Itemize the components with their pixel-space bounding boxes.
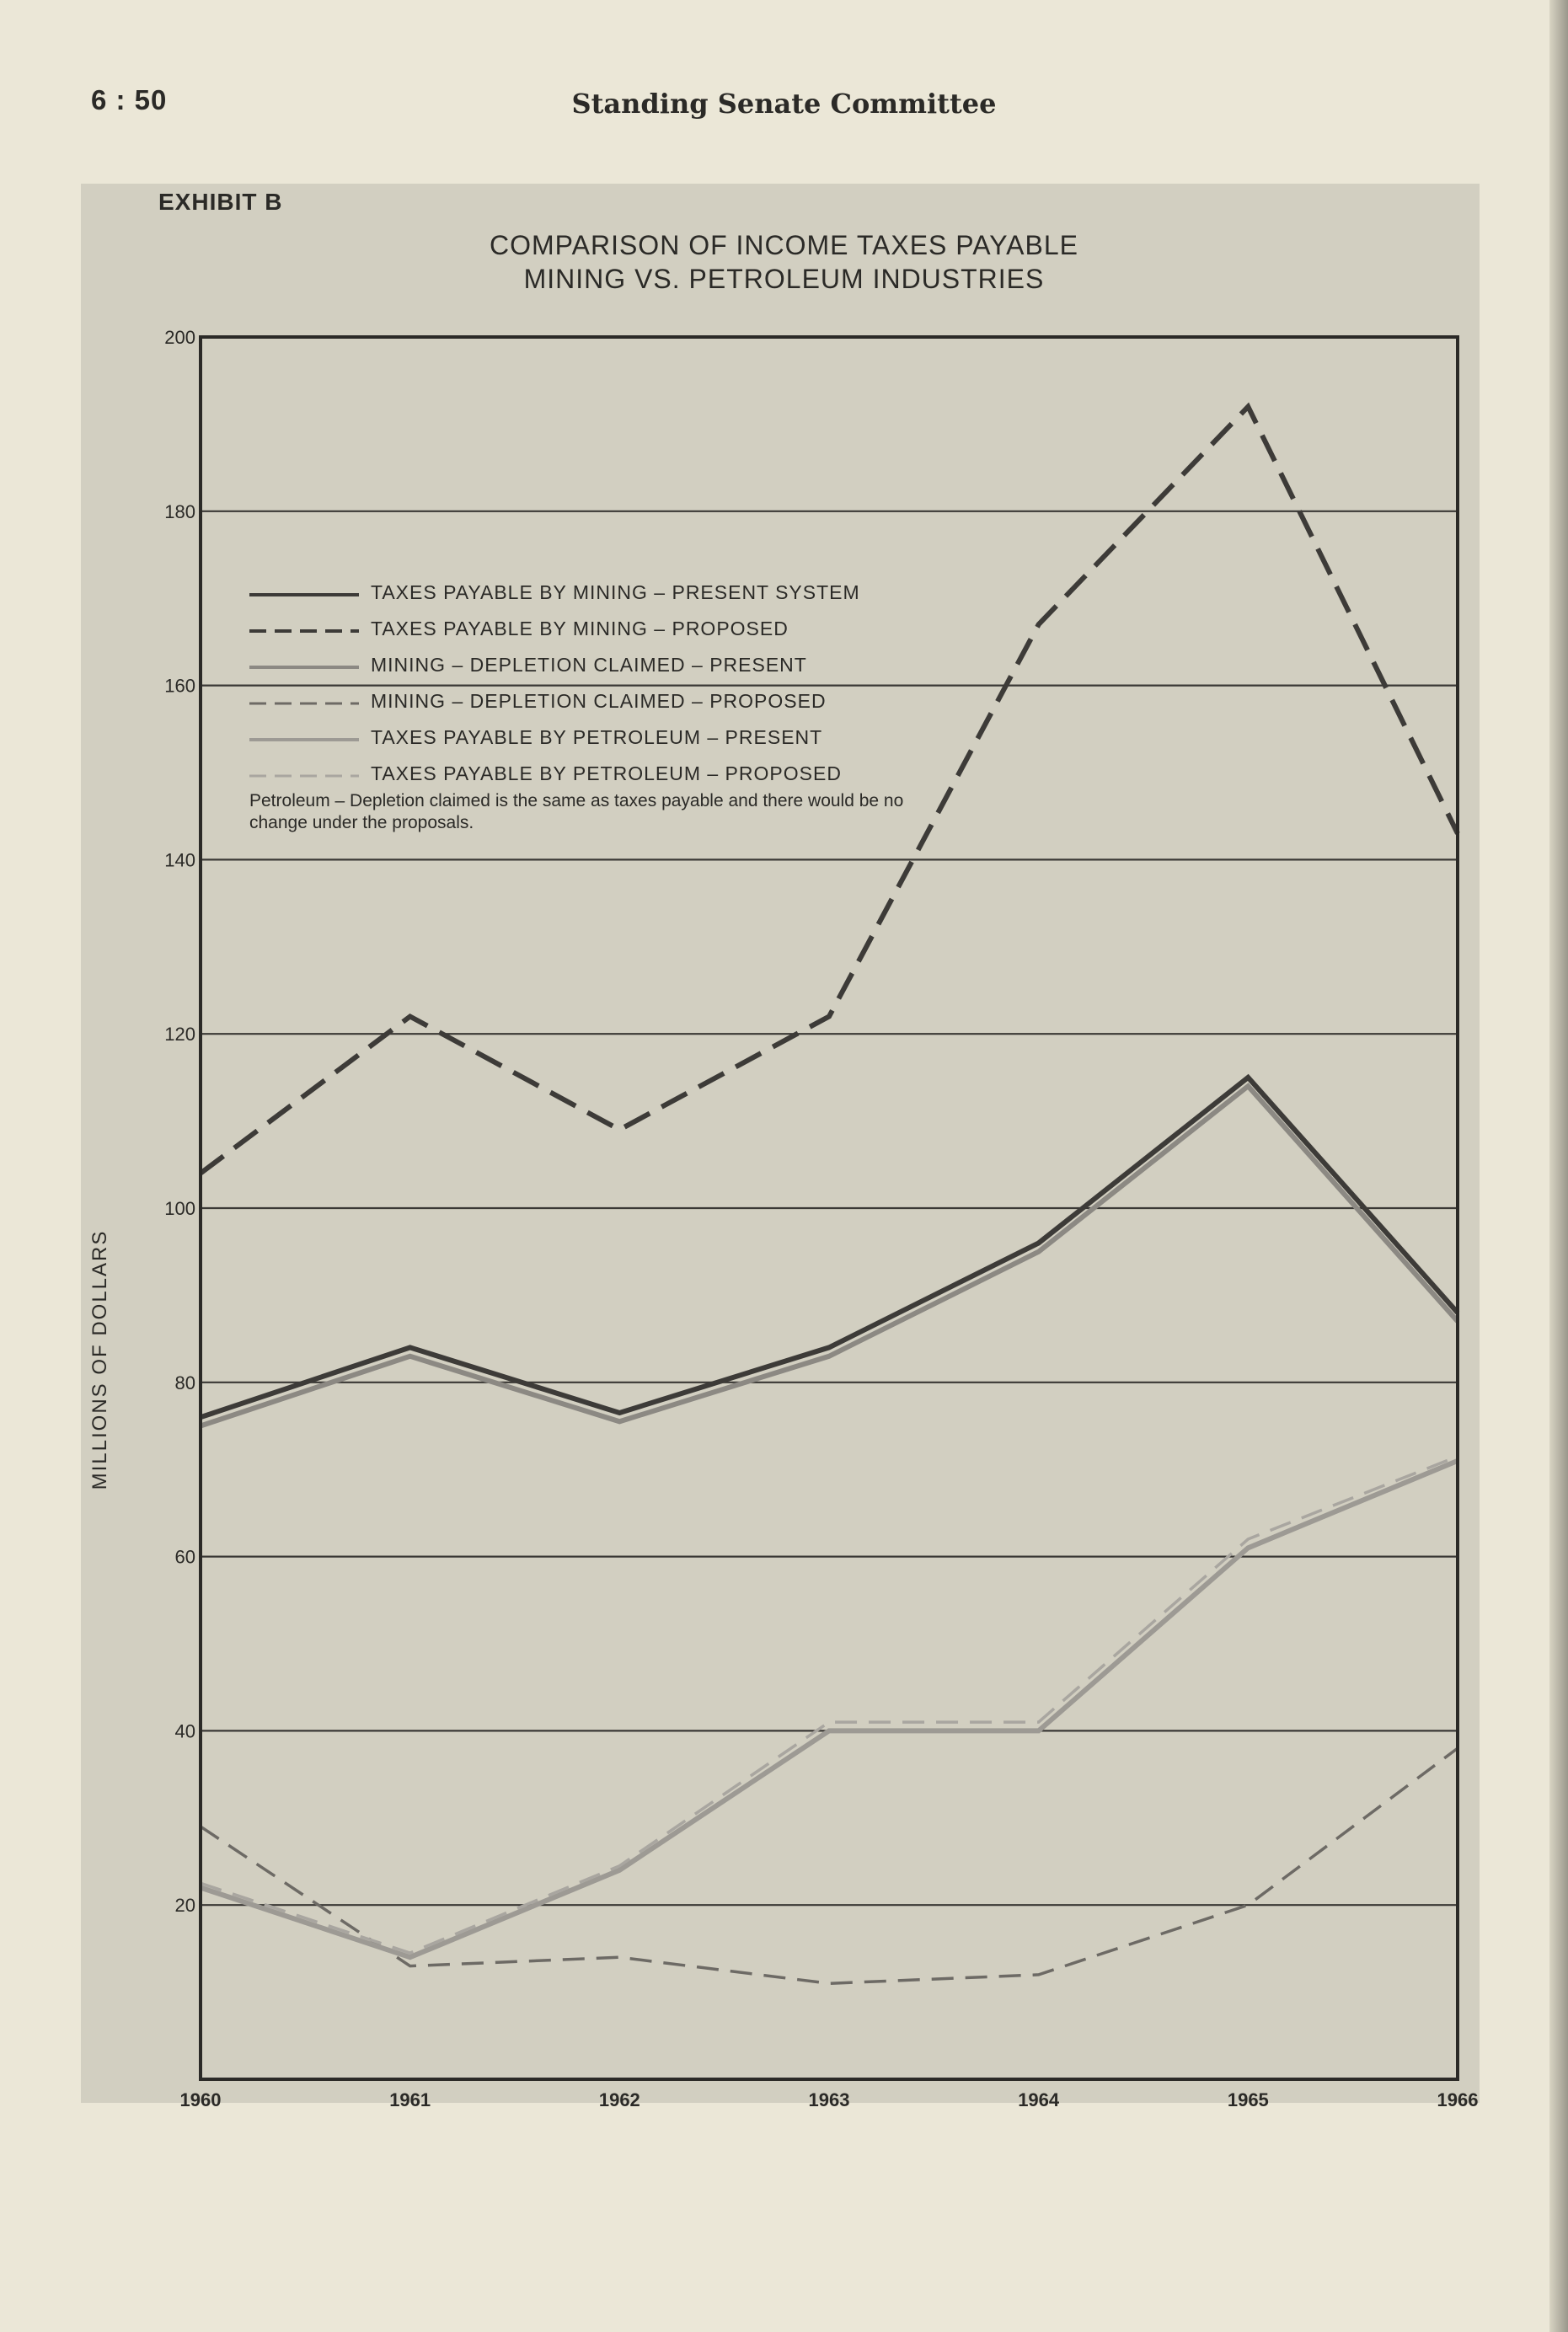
legend-label: MINING – DEPLETION CLAIMED – PROPOSED	[371, 690, 827, 712]
x-tick-labels	[180, 2089, 1479, 2110]
x-tick-label: 1960	[179, 2089, 222, 2110]
chart-title-line-2: MINING VS. PETROLEUM INDUSTRIES	[523, 264, 1045, 294]
y-tick-labels	[164, 327, 195, 1916]
legend-item	[246, 726, 954, 762]
legend-swatch	[249, 698, 359, 709]
x-tick-label: 1965	[1227, 2089, 1269, 2110]
chart-title-line-1: COMPARISON OF INCOME TAXES PAYABLE	[489, 230, 1078, 260]
legend-swatch	[249, 590, 359, 600]
y-tick-label: 40	[174, 1720, 195, 1742]
legend-swatch	[249, 626, 359, 636]
legend-swatch	[249, 771, 359, 781]
y-tick-label: 20	[174, 1895, 195, 1917]
y-axis-label: MILLIONS OF DOLLARS	[88, 1229, 111, 1490]
y-tick-label: 180	[164, 500, 195, 522]
x-tick-label: 1963	[808, 2089, 850, 2110]
legend-label: TAXES PAYABLE BY PETROLEUM – PROPOSED	[371, 762, 842, 784]
exhibit-label: EXHIBIT B	[158, 189, 283, 215]
x-tick-label: 1964	[1018, 2089, 1060, 2110]
x-tick-label: 1961	[389, 2089, 431, 2110]
x-tick-label: 1962	[598, 2089, 640, 2110]
legend-swatch	[249, 735, 359, 745]
x-tick-label: 1966	[1437, 2089, 1479, 2110]
y-tick-label: 80	[174, 1372, 195, 1393]
legend-label: MINING – DEPLETION CLAIMED – PRESENT	[371, 654, 807, 676]
legend-item	[246, 654, 954, 690]
legend-label: TAXES PAYABLE BY MINING – PROPOSED	[371, 618, 789, 639]
y-tick-label: 120	[164, 1024, 195, 1046]
series-line	[201, 1086, 1458, 1425]
y-tick-label: 200	[164, 327, 195, 348]
y-tick-label: 160	[164, 675, 195, 697]
legend-item	[246, 690, 954, 726]
legend-item	[246, 581, 954, 618]
legend-label: TAXES PAYABLE BY MINING – PRESENT SYSTEM	[371, 581, 860, 603]
y-tick-label: 60	[174, 1546, 195, 1568]
page-number: 6 : 50	[91, 84, 168, 115]
series-line	[201, 1457, 1458, 1953]
legend-label: TAXES PAYABLE BY PETROLEUM – PRESENT	[371, 726, 823, 748]
y-tick-label: 140	[164, 849, 195, 871]
series-line	[201, 1078, 1458, 1417]
running-header: Standing Senate Committee	[571, 88, 997, 120]
y-tick-label: 100	[164, 1198, 195, 1219]
chart-legend	[246, 581, 954, 799]
legend-swatch	[249, 662, 359, 672]
legend-item	[246, 618, 954, 654]
gridlines	[201, 337, 1458, 1905]
series-line	[201, 1461, 1458, 1957]
legend-note: Petroleum – Depletion claimed is the same as taxes payable and there would be no change under the proposals.	[249, 791, 904, 832]
